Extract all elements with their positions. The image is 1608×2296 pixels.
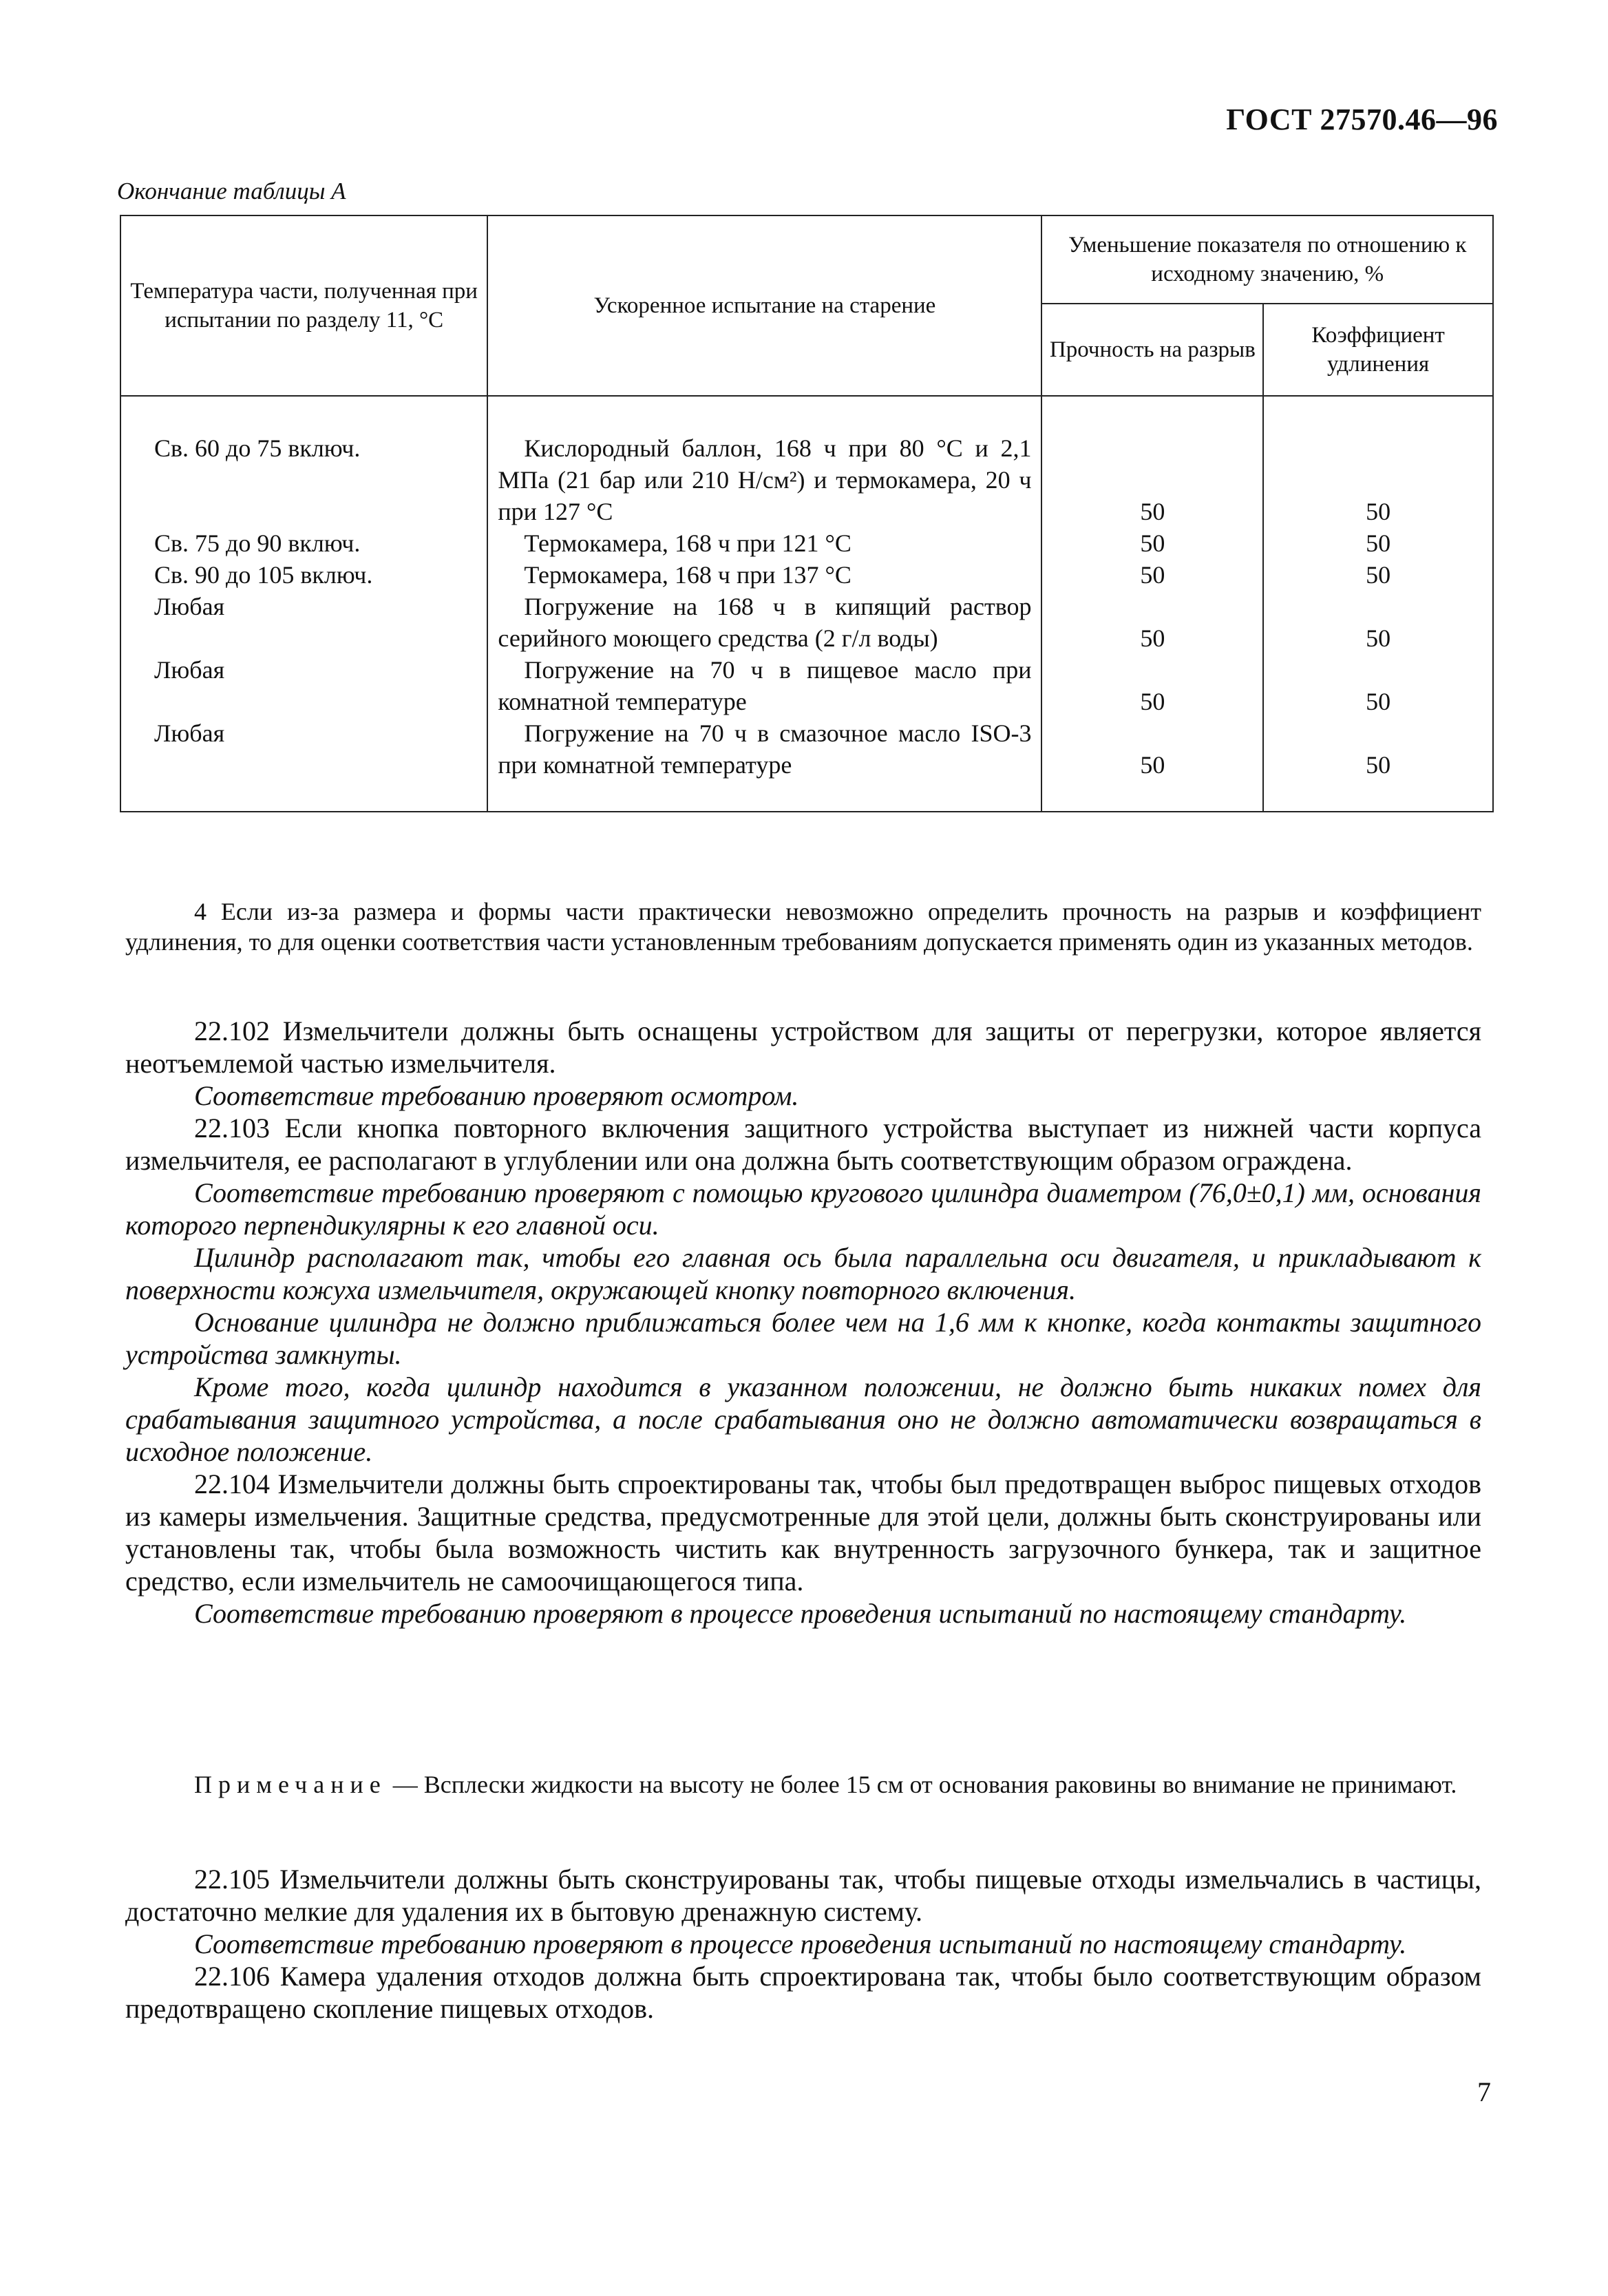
strength-cell: 50 xyxy=(1041,396,1263,527)
note-paragraph xyxy=(125,1769,1481,1800)
aging-test-cell xyxy=(487,591,1041,654)
note-block xyxy=(125,1769,1481,1800)
clause-22-103-check: Соответствие требованию проверяют с помощью кругового цилиндра диаметром (76,0±0,1) мм, основания которого перпендикулярны к его главной оси. xyxy=(125,1177,1481,1241)
table-caption: Окончание таблицы А xyxy=(117,178,346,204)
strength-cell: 50 xyxy=(1041,654,1263,717)
clause-22-103-cylinder-position: Цилиндр располагают так, чтобы его главная ось была параллельна оси двигателя, и прикладывают к поверхности кожуха измельчителя, окружающей кнопку повторного включения. xyxy=(125,1242,1481,1305)
temperature-cell: Св. 90 до 105 включ. xyxy=(120,559,487,591)
header-aging-test: Ускоренное испытание на старение xyxy=(487,215,1041,396)
header-elongation: Коэффициент удлинения xyxy=(1263,304,1493,396)
note-text: — Всплески жидкости на высоту не более 15 см от основания раковины во внимание не принимают. xyxy=(392,1771,1457,1798)
elongation-cell: 50 xyxy=(1263,527,1493,559)
clause-22-104-check: Соответствие требованию проверяют в процессе проведения испытаний по настоящему стандарту. xyxy=(194,1598,1407,1629)
clause-22-103-cylinder-interference: Кроме того, когда цилиндр находится в указанном положении, не должно быть никаких помех для срабатывания защитного устройства, а после срабатывания оно не должно автоматически возвращаться в исходное положение. xyxy=(125,1371,1481,1467)
temperature-cell: Любая xyxy=(120,717,487,812)
aging-test-text: Погружение на 168 ч в кипящий раствор серийного моющего средства (2 г/л воды) xyxy=(498,593,1032,652)
clause-22-106: 22.106 Камера удаления отходов должна быть спроектирована так, чтобы было соответствующим образом предотвращено скопление пищевых отходов. xyxy=(125,1961,1481,2024)
table-row xyxy=(120,654,1493,717)
aging-test-cell xyxy=(487,559,1041,591)
elongation-cell: 50 xyxy=(1263,591,1493,654)
clause-22-103-cylinder-distance: Основание цилиндра не должно приближаться более чем на 1,6 мм к кнопке, когда контакты защитного устройства замкнуты. xyxy=(125,1307,1481,1370)
table-row xyxy=(120,559,1493,591)
aging-test-table xyxy=(120,215,1494,812)
strength-cell: 50 xyxy=(1041,559,1263,591)
header-reduction-group: Уменьшение показателя по отношению к исходному значению, % xyxy=(1041,215,1493,304)
clause-22-103: 22.103 Если кнопка повторного включения защитного устройства выступает из нижней части корпуса измельчителя, ее располагают в углублении или она должна быть соответствующим образом ограждена. xyxy=(125,1113,1481,1176)
note-4-paragraph: 4 Если из-за размера и формы части практически невозможно определить прочность на разрыв и коэффициент удлинения, то для оценки соответствия части установленным требованиям допускается применять один из указанных методов. xyxy=(125,898,1481,956)
aging-test-cell xyxy=(487,717,1041,812)
clause-22-102: 22.102 Измельчители должны быть оснащены устройством для защиты от перегрузки, которое является неотъемлемой частью измельчителя. xyxy=(125,1015,1481,1079)
aging-test-text: Кислородный баллон, 168 ч при 80 °С и 2,1 МПа (21 бар или 210 Н/см²) и термокамера, 20 ч при 127 °С xyxy=(498,434,1032,525)
clauses-block-2 xyxy=(125,1863,1481,2025)
strength-cell: 50 xyxy=(1041,527,1263,559)
elongation-cell: 50 xyxy=(1263,396,1493,527)
elongation-cell: 50 xyxy=(1263,717,1493,812)
aging-test-text: Термокамера, 168 ч при 137 °С xyxy=(524,561,851,589)
clause-22-105: 22.105 Измельчители должны быть сконструированы так, чтобы пищевые отходы измельчались в частицы, достаточно мелкие для удаления их в бытовую дренажную систему. xyxy=(125,1864,1481,1927)
header-temperature: Температура части, полученная при испытании по разделу 11, °С xyxy=(120,215,487,396)
table-row xyxy=(120,717,1493,812)
aging-test-text: Погружение на 70 ч в пищевое масло при комнатной температуре xyxy=(498,656,1032,715)
clause-22-105-check: Соответствие требованию проверяют в процессе проведения испытаний по настоящему стандарту. xyxy=(194,1928,1407,1959)
page-number: 7 xyxy=(1477,2076,1491,2107)
aging-test-text: Термокамера, 168 ч при 121 °С xyxy=(524,529,851,557)
aging-test-cell xyxy=(487,396,1041,527)
aging-test-cell xyxy=(487,527,1041,559)
table-row xyxy=(120,527,1493,559)
table-row xyxy=(120,591,1493,654)
temperature-cell: Св. 75 до 90 включ. xyxy=(120,527,487,559)
strength-cell: 50 xyxy=(1041,717,1263,812)
elongation-cell: 50 xyxy=(1263,559,1493,591)
aging-test-text: Погружение на 70 ч в смазочное масло ISO-3 при комнатной температуре xyxy=(498,719,1032,779)
note-label: Примечание xyxy=(194,1771,387,1798)
clause-22-102-check: Соответствие требованию проверяют осмотром. xyxy=(194,1080,799,1111)
aging-test-cell xyxy=(487,654,1041,717)
document-code-header: ГОСТ 27570.46—96 xyxy=(1226,103,1498,136)
strength-cell: 50 xyxy=(1041,591,1263,654)
elongation-cell: 50 xyxy=(1263,654,1493,717)
note-4-block xyxy=(125,896,1481,957)
clauses-block-1 xyxy=(125,1015,1481,1630)
temperature-cell: Св. 60 до 75 включ. xyxy=(120,396,487,527)
temperature-cell: Любая xyxy=(120,591,487,654)
table-row xyxy=(120,396,1493,527)
clause-22-104: 22.104 Измельчители должны быть спроектированы так, чтобы был предотвращен выброс пищевых отходов из камеры измельчения. Защитные средства, предусмотренные для этой цели, должны быть сконструированы или установлены так, чтобы была возможность чистить как внутренность загрузочного бункера, так и защитное средство, если измельчитель не самоочищающегося типа. xyxy=(125,1468,1481,1597)
temperature-cell: Любая xyxy=(120,654,487,717)
header-tensile-strength: Прочность на разрыв xyxy=(1041,304,1263,396)
